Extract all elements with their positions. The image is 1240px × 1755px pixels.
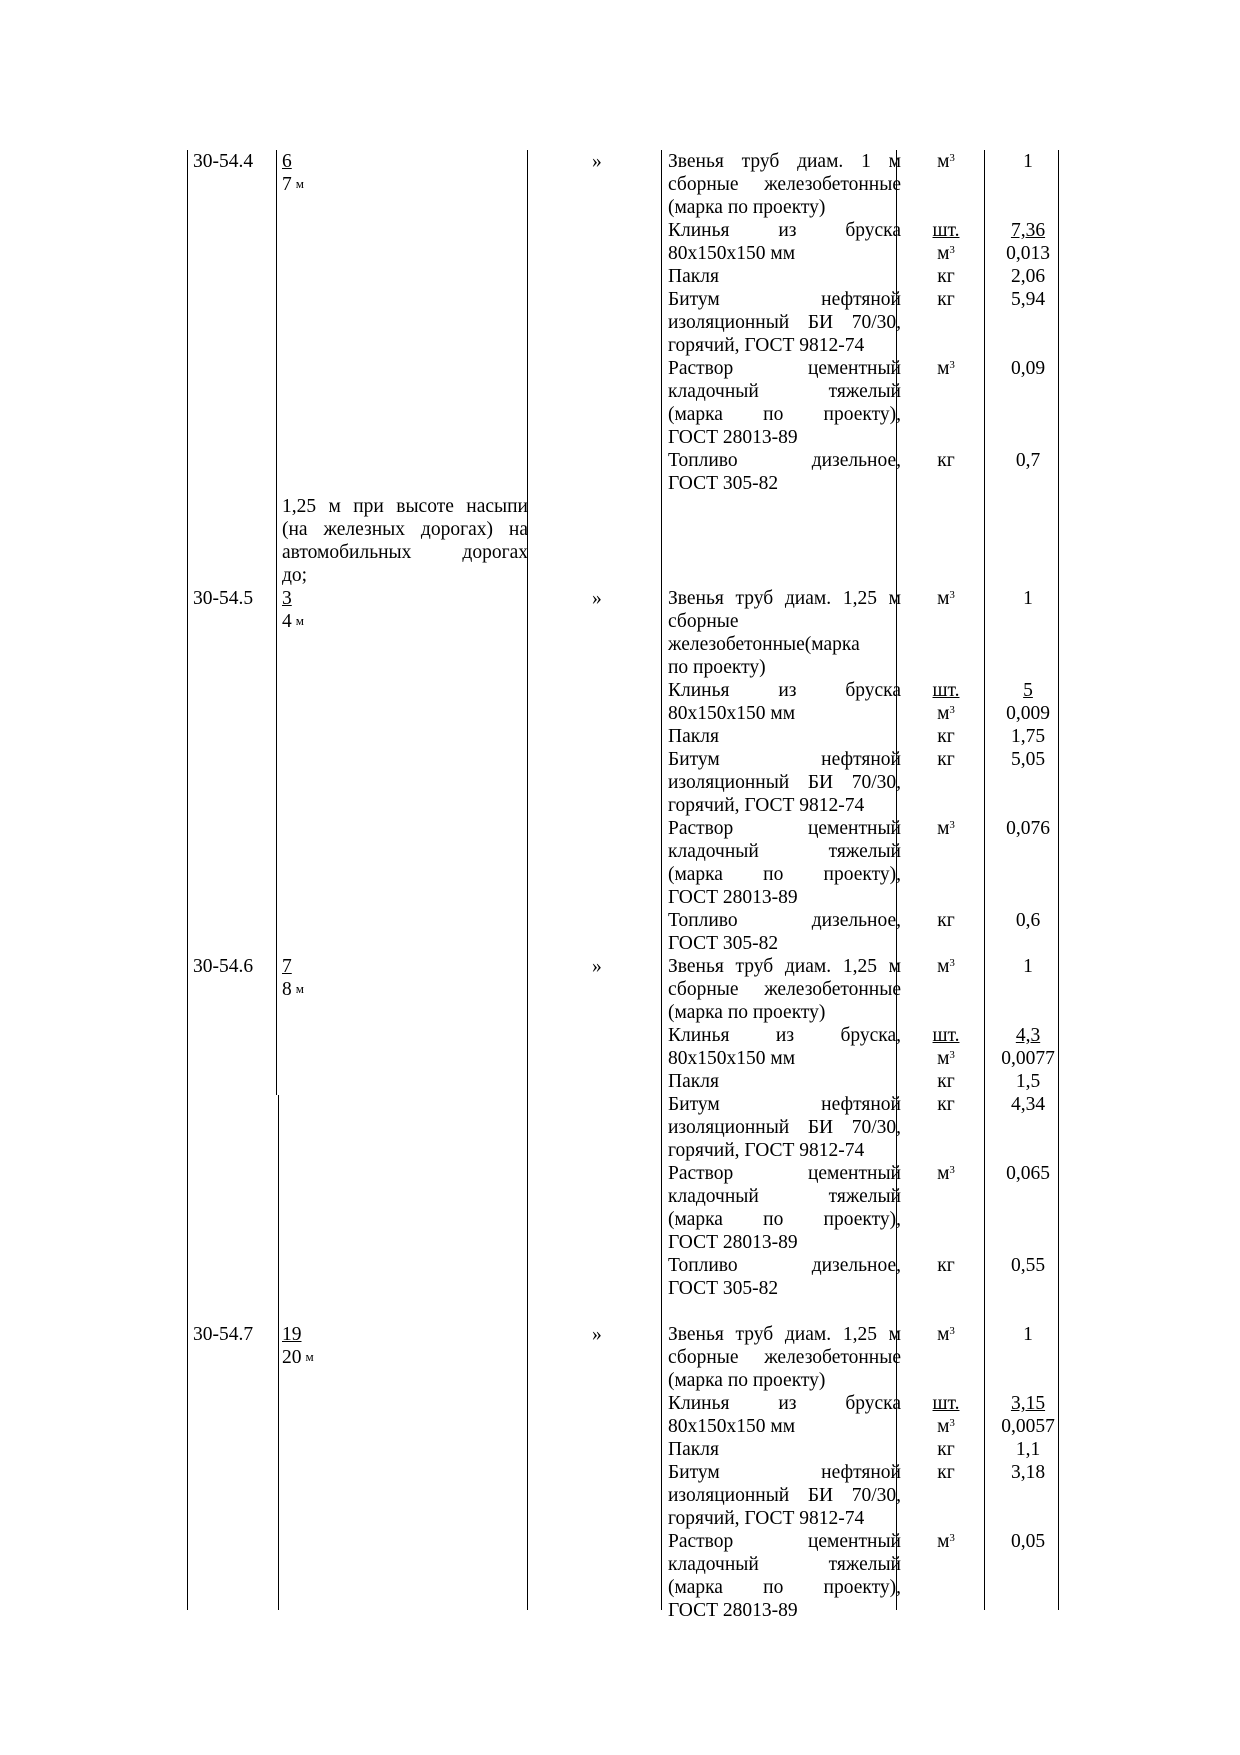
quantity-value-2: 0,009: [1006, 703, 1050, 724]
quantity-value: 0,09: [1010, 358, 1046, 379]
unit-value: кг: [937, 749, 955, 770]
unit-value-2: м: [937, 1416, 950, 1437]
material-name: [668, 1024, 901, 1070]
material-name-line: Пакля: [668, 266, 719, 287]
unit-value: кг: [937, 1094, 955, 1115]
ditto-mark: »: [592, 588, 602, 609]
material-name-line: горячий, ГОСТ 9812-74: [668, 1140, 865, 1161]
material-name: [668, 1070, 901, 1093]
unit-cell: [904, 725, 988, 748]
quantity-value: 1: [1023, 956, 1033, 977]
unit-superscript: 3: [949, 704, 955, 716]
material-name-line: Звенья труб диам. 1,25 м: [668, 956, 901, 977]
unit-value: м: [937, 1531, 950, 1552]
unit-superscript: 3: [949, 359, 955, 371]
unit-meters: м: [295, 176, 304, 191]
unit-value: кг: [937, 1439, 955, 1460]
fraction-denominator: 20: [282, 1347, 302, 1368]
material-name-line: сборные железобетонные: [668, 979, 901, 1000]
quantity-value: 1,5: [1015, 1071, 1041, 1092]
unit-superscript: 3: [949, 1532, 955, 1544]
material-name-line: Топливо дизельное,: [668, 450, 901, 471]
material-name-line: 80х150х150 мм: [668, 1048, 796, 1069]
unit-superscript: 3: [949, 1417, 955, 1429]
material-name-line: Топливо дизельное,: [668, 910, 901, 931]
material-name-line: ГОСТ 305-82: [668, 473, 779, 494]
material-name: [668, 1254, 901, 1300]
fraction-denominator: 8: [282, 979, 292, 1000]
row-code: 30-54.6: [193, 956, 254, 977]
material-name: [668, 909, 901, 955]
material-name: [668, 288, 901, 357]
quantity-value: 0,05: [1010, 1531, 1046, 1552]
unit-cell: [904, 817, 988, 840]
material-name-line: Раствор цементный: [668, 818, 901, 839]
unit-value: кг: [937, 289, 955, 310]
unit-value: шт.: [932, 1393, 960, 1414]
material-name-line: 80х150х150 мм: [668, 243, 796, 264]
row-code: 30-54.4: [193, 151, 254, 172]
unit-cell: [904, 1461, 988, 1484]
unit-cell: [904, 1323, 988, 1346]
quantity-cell: [990, 1323, 1066, 1346]
material-name-line: Клинья из бруска: [668, 1393, 901, 1414]
quantity-cell: [990, 1093, 1066, 1116]
material-name-line: Звенья труб диам. 1,25 м: [668, 588, 901, 609]
quantity-value: 0,065: [1006, 1163, 1050, 1184]
material-name-line: (марка по проекту),: [668, 1577, 901, 1598]
quantity-cell: [990, 725, 1066, 748]
material-name-line: Пакля: [668, 1071, 719, 1092]
material-name-line: горячий, ГОСТ 9812-74: [668, 795, 865, 816]
quantity-cell: [990, 265, 1066, 288]
unit-superscript: 3: [949, 957, 955, 969]
material-name-line: ГОСТ 28013-89: [668, 1232, 798, 1253]
unit-cell: [904, 1162, 988, 1185]
material-name-line: Раствор цементный: [668, 1163, 901, 1184]
quantity-value: 4,3: [1015, 1025, 1041, 1046]
material-name-line: сборные железобетонные: [668, 174, 901, 195]
material-name-line: кладочный тяжелый: [668, 841, 901, 862]
note-line: 1,25 м при высоте насыпи: [282, 496, 528, 517]
unit-cell: [904, 1438, 988, 1461]
material-name-line: Клинья из бруска,: [668, 1025, 901, 1046]
unit-value: м: [937, 1324, 950, 1345]
material-name-line: ГОСТ 305-82: [668, 1278, 779, 1299]
fraction-numerator: 7: [282, 956, 292, 977]
material-name: [668, 219, 901, 265]
quantity-cell: [990, 679, 1066, 725]
material-name-line: (марка по проекту),: [668, 864, 901, 885]
unit-cell: [904, 1024, 988, 1070]
unit-value: м: [937, 818, 950, 839]
unit-value: м: [937, 1163, 950, 1184]
material-name: [668, 1438, 901, 1461]
unit-value: кг: [937, 1255, 955, 1276]
unit-cell: [904, 150, 988, 173]
unit-value: м: [937, 358, 950, 379]
material-name-line: железобетонные(марка: [668, 634, 860, 655]
unit-cell: [904, 1254, 988, 1277]
quantity-cell: [990, 1392, 1066, 1438]
material-name-line: Пакля: [668, 1439, 719, 1460]
quantity-cell: [990, 587, 1066, 610]
note-line: (на железных дорогах) на: [282, 519, 528, 540]
material-name: [668, 1093, 901, 1162]
material-name-line: (марка по проекту): [668, 1002, 826, 1023]
quantity-cell: [990, 1162, 1066, 1185]
unit-cell: [904, 909, 988, 932]
unit-value: шт.: [932, 220, 960, 241]
material-name-line: ГОСТ 28013-89: [668, 887, 798, 908]
quantity-cell: [990, 1461, 1066, 1484]
material-name: [668, 587, 901, 679]
unit-cell: [904, 357, 988, 380]
material-name: [668, 265, 901, 288]
height-fraction: [282, 1323, 314, 1369]
unit-cell: [904, 748, 988, 771]
quantity-value: 4,34: [1010, 1094, 1046, 1115]
column-border: [276, 150, 277, 1095]
material-name-line: Раствор цементный: [668, 1531, 901, 1552]
fraction-denominator: 7: [282, 174, 292, 195]
unit-cell: [904, 219, 988, 265]
quantity-cell: [990, 357, 1066, 380]
material-name: [668, 1530, 901, 1622]
unit-value: кг: [937, 1462, 955, 1483]
material-name-line: (марка по проекту),: [668, 404, 901, 425]
material-name-line: сборные железобетонные: [668, 1347, 901, 1368]
material-name-line: (марка по проекту): [668, 197, 826, 218]
quantity-value: 1,1: [1015, 1439, 1041, 1460]
material-name: [668, 357, 901, 449]
material-name: [668, 1461, 901, 1530]
unit-cell: [904, 265, 988, 288]
quantity-value: 1: [1023, 588, 1033, 609]
material-name-line: сборные: [668, 611, 739, 632]
unit-value: кг: [937, 910, 955, 931]
quantity-value-2: 0,0077: [1001, 1048, 1055, 1069]
quantity-cell: [990, 1070, 1066, 1093]
material-name-line: Раствор цементный: [668, 358, 901, 379]
quantity-cell: [990, 288, 1066, 311]
material-name-line: горячий, ГОСТ 9812-74: [668, 1508, 865, 1529]
quantity-value: 3,15: [1010, 1393, 1046, 1414]
material-name-line: Битум нефтяной: [668, 749, 901, 770]
material-name-line: Битум нефтяной: [668, 1094, 901, 1115]
unit-meters: м: [295, 613, 304, 628]
row-code: 30-54.7: [193, 1324, 254, 1345]
unit-meters: м: [305, 1349, 314, 1364]
quantity-cell: [990, 1530, 1066, 1553]
material-name: [668, 1392, 901, 1438]
quantity-value: 5,05: [1010, 749, 1046, 770]
material-name-line: кладочный тяжелый: [668, 1186, 901, 1207]
quantity-cell: [990, 817, 1066, 840]
quantity-value: 1: [1023, 1324, 1033, 1345]
column-border: [661, 150, 662, 1610]
material-name: [668, 955, 901, 1024]
material-name: [668, 725, 901, 748]
ditto-mark: »: [592, 956, 602, 977]
material-name-line: (марка по проекту): [668, 1370, 826, 1391]
quantity-value: 0,7: [1015, 450, 1041, 471]
unit-cell: [904, 288, 988, 311]
material-name: [668, 1323, 901, 1392]
material-name-line: по проекту): [668, 657, 766, 678]
unit-superscript: 3: [949, 1164, 955, 1176]
fraction-numerator: 6: [282, 151, 292, 172]
material-name: [668, 748, 901, 817]
material-name-line: изоляционный БИ 70/30,: [668, 1485, 901, 1506]
fraction-denominator: 4: [282, 611, 292, 632]
quantity-value-2: 0,0057: [1001, 1416, 1055, 1437]
unit-value: кг: [937, 1071, 955, 1092]
unit-superscript: 3: [949, 819, 955, 831]
material-name-line: Битум нефтяной: [668, 1462, 901, 1483]
material-name-line: Битум нефтяной: [668, 289, 901, 310]
unit-value: м: [937, 956, 950, 977]
height-fraction: [282, 150, 304, 196]
quantity-value: 5: [1023, 680, 1033, 701]
note-line: до;: [282, 565, 308, 586]
quantity-cell: [990, 1024, 1066, 1070]
material-name-line: 80х150х150 мм: [668, 1416, 796, 1437]
unit-superscript: 3: [949, 244, 955, 256]
height-fraction: [282, 955, 304, 1001]
quantity-cell: [990, 1438, 1066, 1461]
quantity-value: 0,55: [1010, 1255, 1046, 1276]
quantity-value: 0,076: [1006, 818, 1050, 839]
material-name: [668, 679, 901, 725]
unit-value-2: м: [937, 703, 950, 724]
quantity-cell: [990, 1254, 1066, 1277]
material-name-line: (марка по проекту),: [668, 1209, 901, 1230]
unit-cell: [904, 955, 988, 978]
material-name-line: Звенья труб диам. 1,25 м: [668, 1324, 901, 1345]
unit-superscript: 3: [949, 152, 955, 164]
unit-superscript: 3: [949, 1049, 955, 1061]
quantity-value: 7,36: [1010, 220, 1046, 241]
quantity-cell: [990, 150, 1066, 173]
material-name-line: Клинья из бруска: [668, 220, 901, 241]
unit-cell: [904, 679, 988, 725]
fraction-numerator: 3: [282, 588, 292, 609]
quantity-cell: [990, 449, 1066, 472]
material-name: [668, 1162, 901, 1254]
material-name-line: Пакля: [668, 726, 719, 747]
unit-superscript: 3: [949, 589, 955, 601]
unit-value: кг: [937, 726, 955, 747]
quantity-value-2: 0,013: [1006, 243, 1050, 264]
unit-cell: [904, 1392, 988, 1438]
row-code: 30-54.5: [193, 588, 254, 609]
ditto-mark: »: [592, 151, 602, 172]
material-name-line: изоляционный БИ 70/30,: [668, 1117, 901, 1138]
quantity-value: 1,75: [1010, 726, 1046, 747]
material-name-line: горячий, ГОСТ 9812-74: [668, 335, 865, 356]
note-line: автомобильных дорогах: [282, 542, 528, 563]
unit-cell: [904, 449, 988, 472]
material-name-line: изоляционный БИ 70/30,: [668, 312, 901, 333]
material-name: [668, 150, 901, 219]
quantity-cell: [990, 219, 1066, 265]
material-name-line: Звенья труб диам. 1 м: [668, 151, 901, 172]
material-name: [668, 817, 901, 909]
unit-value: кг: [937, 266, 955, 287]
material-name-line: ГОСТ 28013-89: [668, 427, 798, 448]
unit-value: м: [937, 588, 950, 609]
ditto-mark: »: [592, 1324, 602, 1345]
height-fraction: [282, 587, 304, 633]
quantity-cell: [990, 748, 1066, 771]
unit-value-2: м: [937, 1048, 950, 1069]
column-border: [527, 150, 528, 1610]
material-name-line: кладочный тяжелый: [668, 381, 901, 402]
unit-cell: [904, 1070, 988, 1093]
quantity-cell: [990, 955, 1066, 978]
unit-value: м: [937, 151, 950, 172]
material-name-line: Топливо дизельное,: [668, 1255, 901, 1276]
material-name-line: 80х150х150 мм: [668, 703, 796, 724]
unit-value: шт.: [932, 1025, 960, 1046]
material-name-line: ГОСТ 305-82: [668, 933, 779, 954]
quantity-value: 5,94: [1010, 289, 1046, 310]
unit-superscript: 3: [949, 1325, 955, 1337]
quantity-value: 2,06: [1010, 266, 1046, 287]
material-name-line: изоляционный БИ 70/30,: [668, 772, 901, 793]
column-border: [278, 1095, 279, 1610]
quantity-value: 3,18: [1010, 1462, 1046, 1483]
fraction-numerator: 19: [282, 1324, 302, 1345]
unit-meters: м: [295, 981, 304, 996]
unit-value-2: м: [937, 243, 950, 264]
unit-cell: [904, 1530, 988, 1553]
quantity-cell: [990, 909, 1066, 932]
column-border: [187, 150, 188, 1610]
unit-value: шт.: [932, 680, 960, 701]
material-name-line: Клинья из бруска: [668, 680, 901, 701]
quantity-value: 0,6: [1015, 910, 1041, 931]
section-note-text: [282, 495, 528, 587]
unit-cell: [904, 587, 988, 610]
material-name-line: ГОСТ 28013-89: [668, 1600, 798, 1621]
material-name-line: кладочный тяжелый: [668, 1554, 901, 1575]
quantity-value: 1: [1023, 151, 1033, 172]
unit-value: кг: [937, 450, 955, 471]
unit-cell: [904, 1093, 988, 1116]
material-name: [668, 449, 901, 495]
